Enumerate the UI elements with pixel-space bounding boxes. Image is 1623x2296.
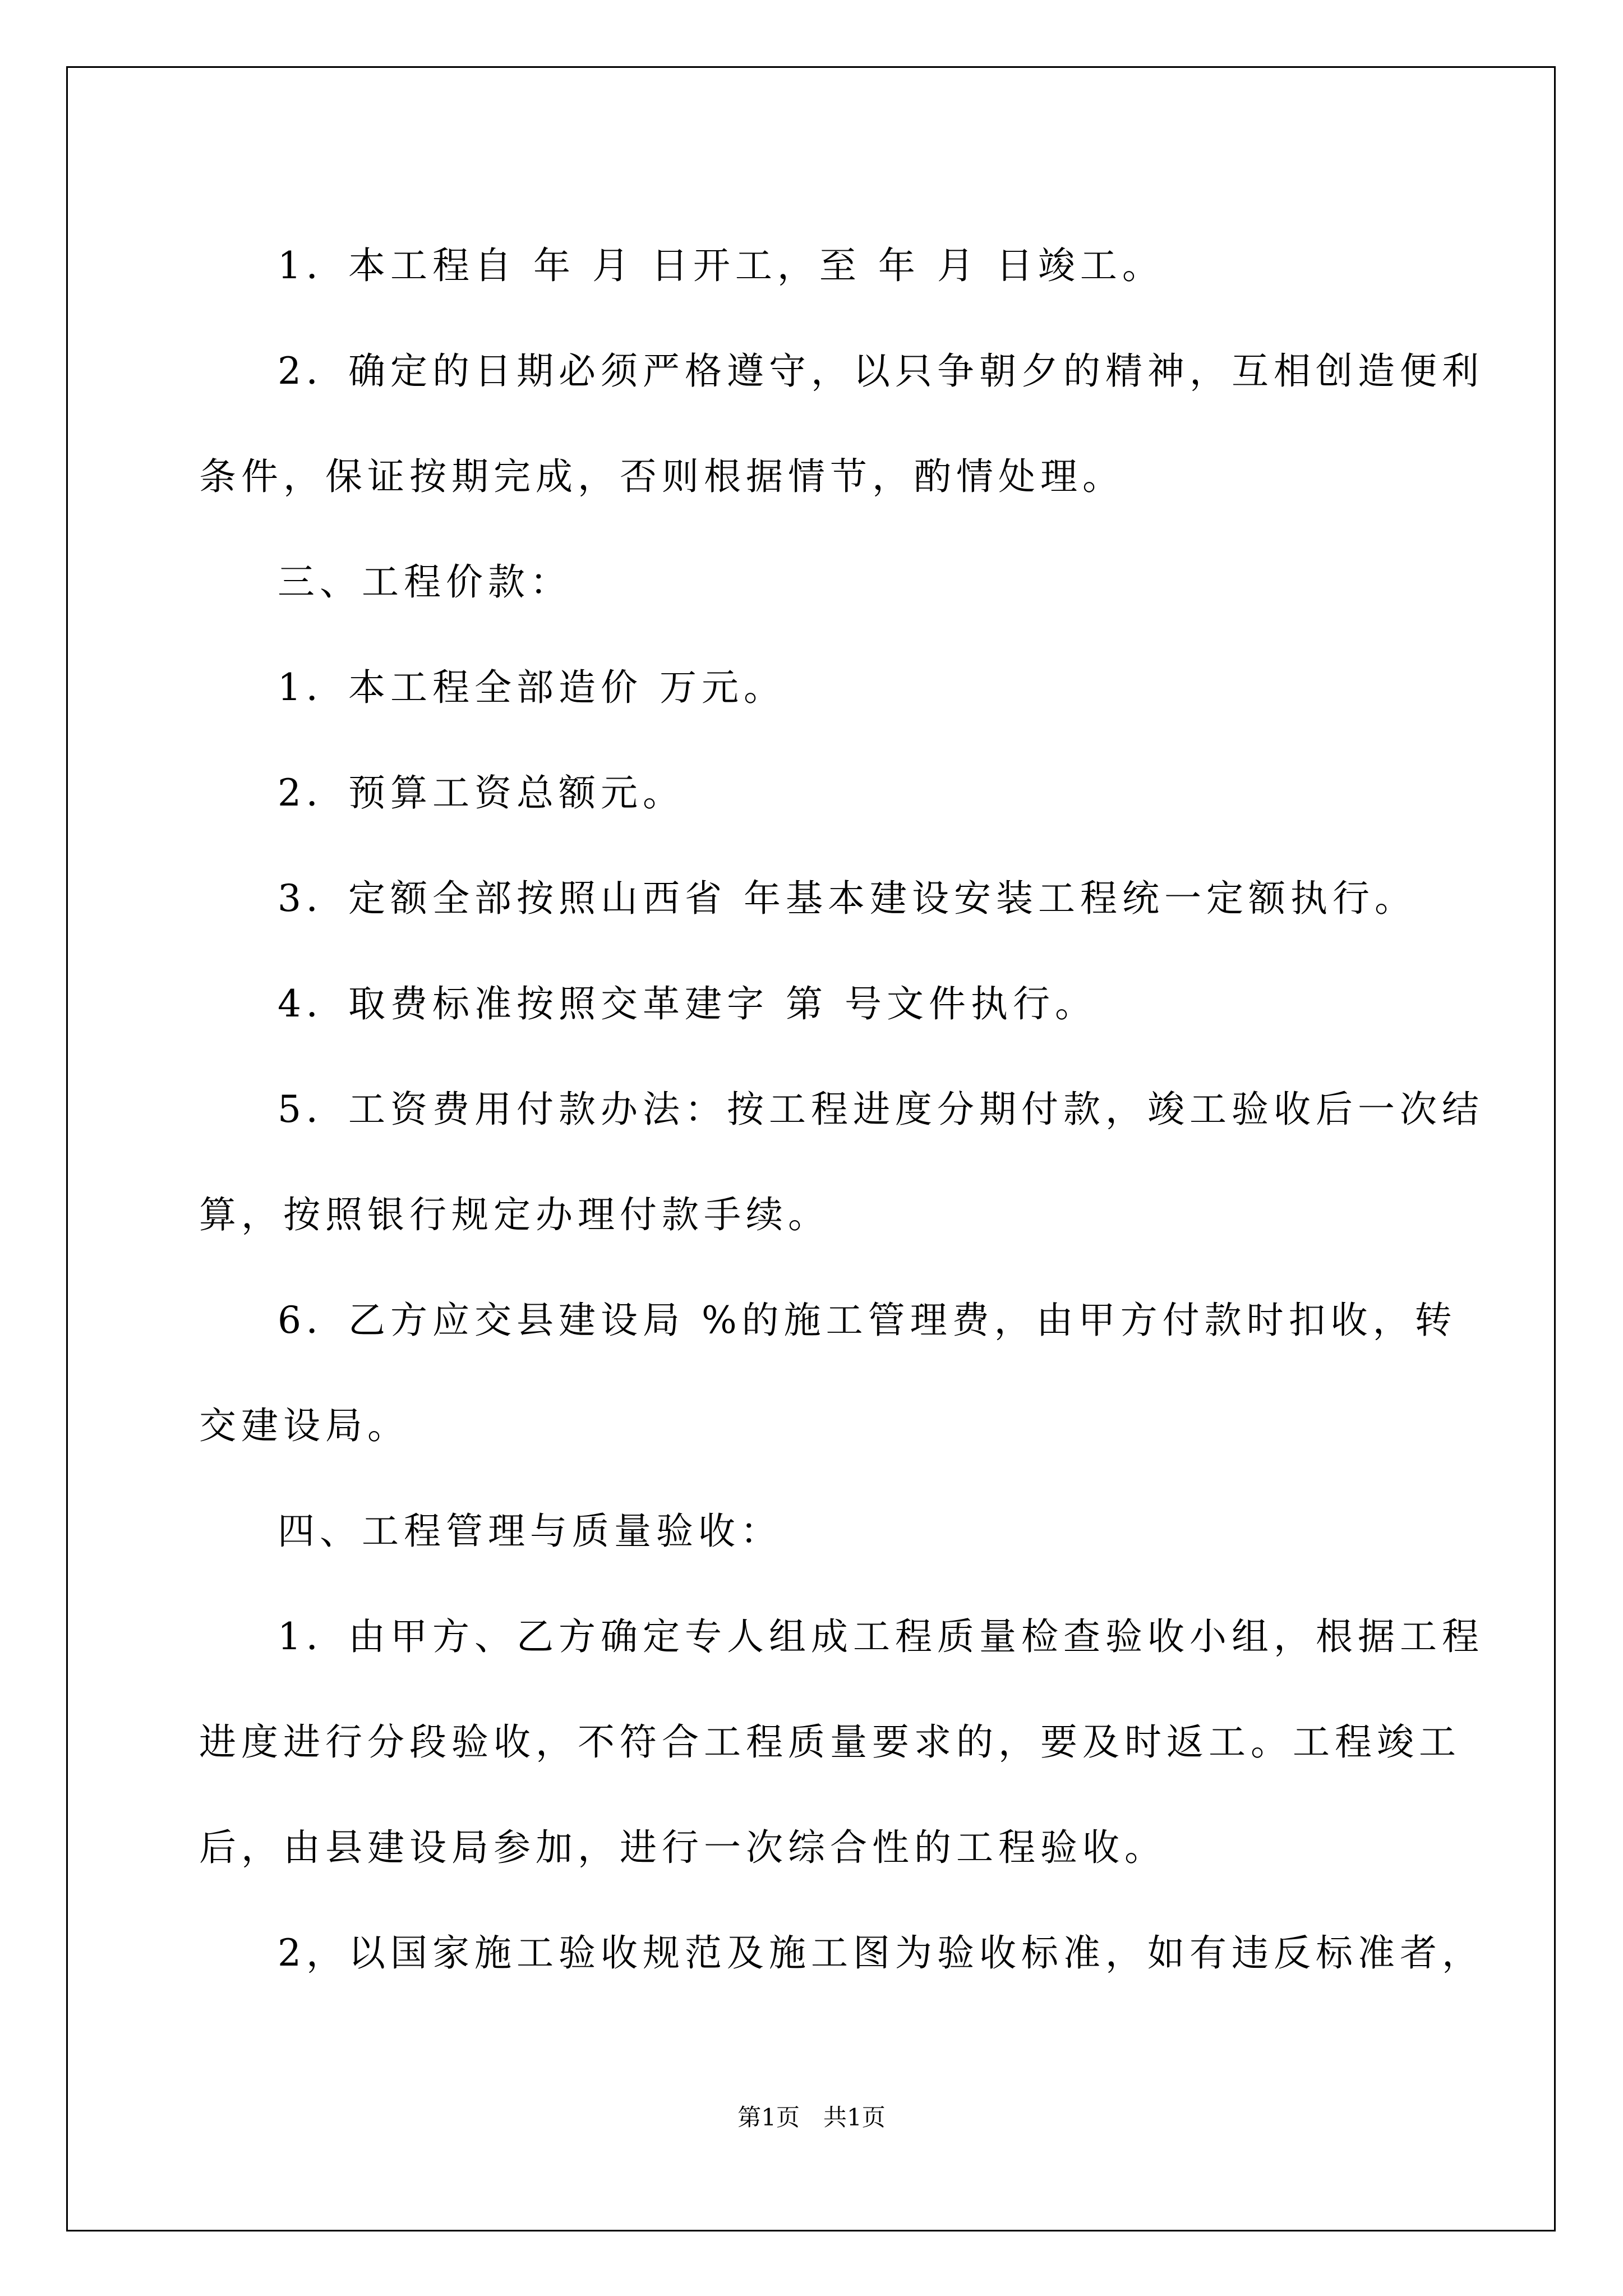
paragraph: 后，由县建设局参加，进行一次综合性的工程验收。 (199, 1826, 1166, 1869)
paragraph: 2．预算工资总额元。 (278, 771, 685, 815)
paragraph: 1．由甲方、乙方确定专人组成工程质量检查验收小组，根据工程 (278, 1615, 1484, 1658)
paragraph: 进度进行分段验收，不符合工程质量要求的，要及时返工。工程竣工 (199, 1720, 1461, 1764)
paragraph: 4．取费标准按照交革建字 第 号文件执行。 (278, 982, 1097, 1025)
document-body (199, 213, 1484, 2006)
section-heading: 四、工程管理与质量验收： (278, 1510, 782, 1553)
paragraph: 交建设局。 (199, 1404, 409, 1447)
paragraph: 2，以国家施工验收规范及施工图为验收标准，如有违反标准者， (278, 1931, 1484, 1975)
paragraph: 1．本工程全部造价 万元。 (278, 666, 786, 709)
section-heading: 三、工程价款： (278, 560, 572, 604)
paragraph: 条件，保证按期完成，否则根据情节，酌情处理。 (199, 455, 1124, 498)
paragraph: 2．确定的日期必须严格遵守，以只争朝夕的精神，互相创造便利 (278, 349, 1484, 393)
page-number-footer: 第1页 共1页 (737, 2104, 886, 2131)
paragraph: 5．工资费用付款办法：按工程进度分期付款，竣工验收后一次结 (278, 1088, 1484, 1131)
paragraph: 1．本工程自 年 月 日开工，至 年 月 日竣工。 (278, 244, 1164, 287)
paragraph: 6．乙方应交县建设局 %的施工管理费，由甲方付款时扣收，转 (278, 1299, 1457, 1342)
paragraph: 3．定额全部按照山西省 年基本建设安装工程统一定额执行。 (278, 877, 1417, 920)
paragraph: 算，按照银行规定办理付款手续。 (199, 1193, 830, 1236)
